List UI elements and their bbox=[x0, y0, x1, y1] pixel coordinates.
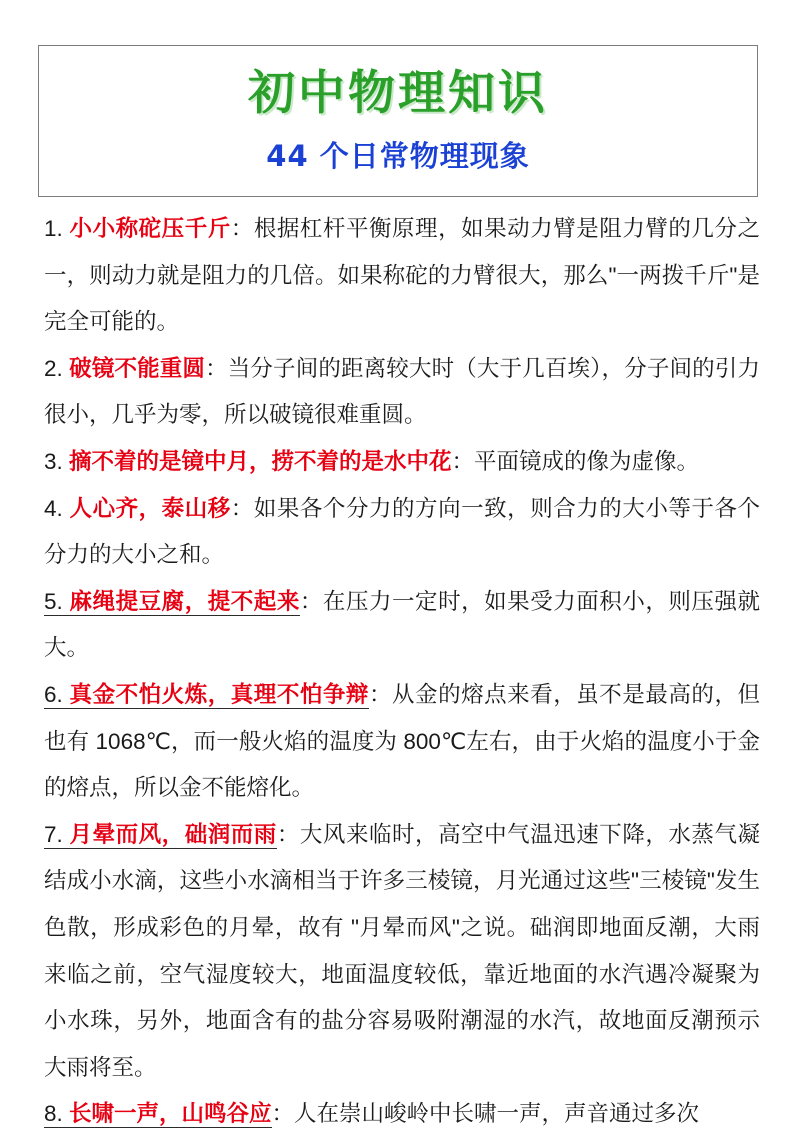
list-item bbox=[44, 346, 760, 439]
item-colon: ： bbox=[299, 588, 323, 614]
list-item bbox=[44, 812, 760, 1092]
item-heading-group bbox=[44, 216, 231, 241]
list-item bbox=[44, 672, 760, 812]
item-number: 7. bbox=[44, 821, 63, 847]
item-colon: ： bbox=[205, 355, 228, 381]
page-title: 初中物理知识 bbox=[248, 66, 548, 121]
item-number: 5. bbox=[44, 588, 63, 614]
item-headline: 破镜不能重圆 bbox=[62, 355, 206, 381]
item-colon: ： bbox=[230, 495, 254, 521]
list-item bbox=[44, 206, 760, 346]
item-colon: ： bbox=[451, 448, 475, 474]
item-colon: ： bbox=[271, 1101, 295, 1127]
item-heading-group bbox=[44, 496, 231, 521]
item-colon: ： bbox=[276, 821, 300, 847]
item-number: 4. bbox=[44, 495, 63, 521]
item-number: 3. bbox=[44, 448, 63, 474]
item-detail: 大风来临时，高空中气温迅速下降，水蒸气凝结成小水滴，这些小水滴相当于许多三棱镜，月光通过这些"三棱镜"发生色散，形成彩色的月晕，故有 "月晕而风"之说。础润即地面反潮，大雨来临之前，空气湿度较大，地面温度较低，靠近地面的水汽遇冷凝聚为小水珠，另外，地面含有的盐分容易吸附潮湿的水汽，故地面反潮预示大雨将至。 bbox=[44, 821, 760, 1080]
item-headline: 人心齐，泰山移 bbox=[62, 495, 231, 521]
item-heading-group bbox=[44, 449, 452, 474]
list-item bbox=[44, 486, 760, 579]
item-headline: 麻绳提豆腐，提不起来 bbox=[62, 588, 300, 614]
page-subtitle: 44 个日常物理现象 bbox=[266, 139, 530, 173]
title-card bbox=[38, 45, 758, 197]
knowledge-item-list bbox=[44, 206, 760, 1138]
item-colon: ： bbox=[368, 681, 393, 707]
item-detail: 平面镜成的像为虚像。 bbox=[474, 448, 700, 474]
item-detail: 在压力一定时，如果受力面积小，则压强就大。 bbox=[44, 588, 760, 661]
item-heading-group bbox=[44, 1101, 272, 1128]
item-heading-group bbox=[44, 822, 277, 849]
item-heading-group bbox=[44, 589, 300, 616]
item-detail: 人在崇山峻岭中长啸一声，声音通过多次 bbox=[294, 1101, 700, 1127]
item-detail: 当分子间的距离较大时（大于几百埃），分子间的引力很小，几乎为零，所以破镜很难重圆。 bbox=[44, 355, 760, 428]
item-number: 2. bbox=[44, 355, 63, 381]
item-headline: 真金不怕火炼，真理不怕争辩 bbox=[62, 681, 369, 707]
item-colon: ： bbox=[230, 216, 254, 241]
list-item bbox=[44, 579, 760, 672]
item-number: 8. bbox=[44, 1101, 63, 1127]
item-detail: 从金的熔点来看，虽不是最高的，但也有 1068℃，而一般火焰的温度为 800℃左右，由于火焰的温度小于金的熔点，所以金不能熔化。 bbox=[44, 681, 760, 801]
item-headline: 摘不着的是镜中月，捞不着的是水中花 bbox=[62, 448, 452, 474]
item-headline: 小小称砣压千斤 bbox=[62, 216, 231, 241]
list-item bbox=[44, 439, 760, 486]
item-heading-group bbox=[44, 682, 369, 709]
item-headline: 长啸一声，山鸣谷应 bbox=[62, 1101, 272, 1127]
item-number: 6. bbox=[44, 681, 63, 707]
item-number: 1. bbox=[44, 216, 63, 241]
item-detail: 根据杠杆平衡原理，如果动力臂是阻力臂的几分之一，则动力就是阻力的几倍。如果称砣的力臂很大，那么"一两拨千斤"是完全可能的。 bbox=[44, 216, 760, 335]
item-detail: 如果各个分力的方向一致，则合力的大小等于各个分力的大小之和。 bbox=[44, 495, 760, 568]
item-heading-group bbox=[44, 356, 205, 381]
item-headline: 月晕而风，础润而雨 bbox=[62, 821, 277, 847]
